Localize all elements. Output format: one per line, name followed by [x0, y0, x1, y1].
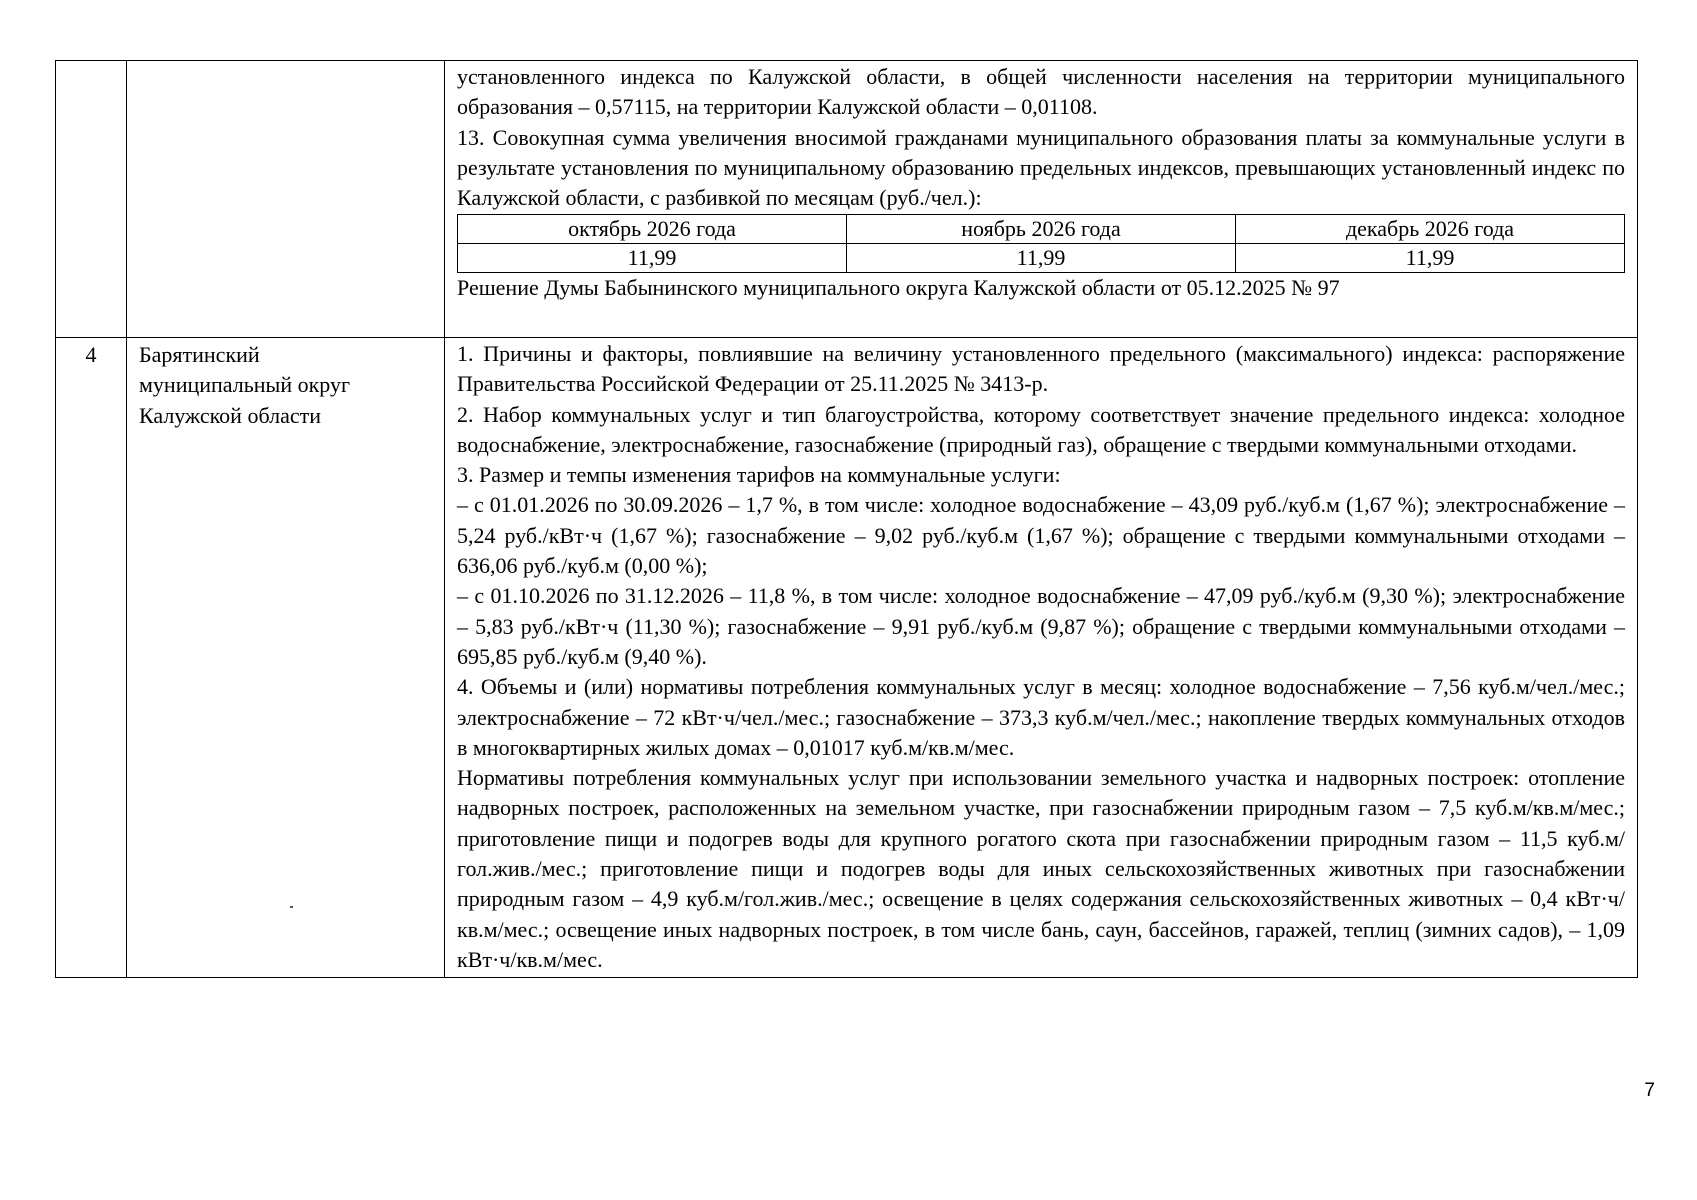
paragraph: – с 01.10.2026 по 31.12.2026 – 11,8 %, в том числе: холодное водоснабжение – 47,09 руб./куб.м (9,30 %); электроснабжение – 5,83 руб./кВт·ч (11,30 %); газоснабжение – 9,91 руб./куб.м (9,87 %); обращение с твердыми коммунальными отходами – 695,85 руб./куб.м (9,40 %). [457, 583, 1625, 669]
decision-reference: Решение Думы Бабынинского муниципального округа Калужской области от 05.12.2025 № 97 [457, 275, 1340, 301]
month-header-december: декабрь 2026 года [1236, 215, 1625, 244]
page-number: 7 [1644, 1080, 1655, 1101]
row-content-cell [445, 338, 1638, 978]
paragraph: установленного индекса по Калужской области, в общей численности населения на территории муниципального образования – 0,57115, на территории Калужской области – 0,01108. [457, 64, 1625, 120]
municipal-indices-table [55, 60, 1638, 978]
table-row-continuation [56, 61, 1638, 338]
paragraph: – с 01.01.2026 по 30.09.2026 – 1,7 %, в том числе: холодное водоснабжение – 43,09 руб./куб.м (1,67 %); электроснабжение – 5,24 руб./кВт·ч (1,67 %); газоснабжение – 9,02 руб./куб.м (1,67 %); обращение с твердыми коммунальными отходами – 636,06 руб./куб.м (0,00 %); [457, 492, 1625, 579]
scan-speck [290, 906, 293, 908]
municipality-name-line: Калужской области [139, 402, 321, 428]
paragraph: 4. Объемы и (или) нормативы потребления коммунальных услуг в месяц: холодное водоснабжение – 7,56 куб.м/чел./мес.; электроснабжение – 72 кВт·ч/чел./мес.; газоснабжение – 373,3 куб.м/чел./мес.; накопление твердых коммунальных отходов в многоквартирных жилых домах – 0,01017 куб.м/кв.м/мес. [457, 674, 1625, 760]
table-row-baryatinsky [56, 338, 1638, 978]
row-number-cell [56, 61, 127, 338]
paragraph: 3. Размер и темпы изменения тарифов на коммунальные услуги: [457, 462, 1061, 488]
month-header-november: ноябрь 2026 года [847, 215, 1236, 244]
months-header-row [458, 215, 1625, 244]
month-value-october: 11,99 [458, 244, 847, 273]
row-number-cell: 4 [56, 338, 127, 978]
row-content-cell [445, 61, 1638, 338]
paragraph: 1. Причины и факторы, повлиявшие на величину установленного предельного (максимального) индекса: распоряжение Правительства Российской Федерации от 25.11.2025 № 3413-р. [457, 341, 1625, 397]
month-value-november: 11,99 [847, 244, 1236, 273]
municipality-name-line: муниципальный округ [139, 372, 351, 398]
municipality-name-line: Барятинский [139, 342, 260, 367]
month-value-december: 11,99 [1236, 244, 1625, 273]
monthly-increase-table [457, 214, 1625, 273]
paragraph: 13. Совокупная сумма увеличения вносимой гражданами муниципального образования платы за коммунальные услуги в результате установления по муниципальному образованию предельных индексов, превышающих установленный индекс по Калужской области, с разбивкой по месяцам (руб./чел.): [457, 124, 1625, 211]
month-header-october: октябрь 2026 года [458, 215, 847, 244]
paragraph: Нормативы потребления коммунальных услуг при использовании земельного участка и надворных построек: отопление надворных построек, расположенных на земельном участке, при газоснабжении природным газом – 7,5 куб.м/кв.м/мес.; приготовление пищи и подогрев воды для крупного рогатого скота при газоснабжении природным газом – 11,5 куб.м/гол.жив./мес.; приготовление пищи и подогрев воды для иных сельскохозяйственных животных при газоснабжении природным газом – 4,9 куб.м/гол.жив./мес.; освещение в целях содержания сельскохозяйственных животных – 0,4 кВт·ч/кв.м/мес.; освещение иных надворных построек, в том числе бань, саун, бассейнов, гаражей, теплиц (зимних садов), – 1,09 кВт·ч/кв.м/мес. [457, 765, 1625, 972]
paragraph: 2. Набор коммунальных услуг и тип благоустройства, которому соответствует значение предельного индекса: холодное водоснабжение, электроснабжение, газоснабжение (природный газ), обращение с твердыми коммунальными отходами. [457, 401, 1625, 457]
municipality-name-cell [127, 61, 445, 338]
months-value-row [458, 244, 1625, 273]
municipality-name-cell [127, 338, 445, 978]
